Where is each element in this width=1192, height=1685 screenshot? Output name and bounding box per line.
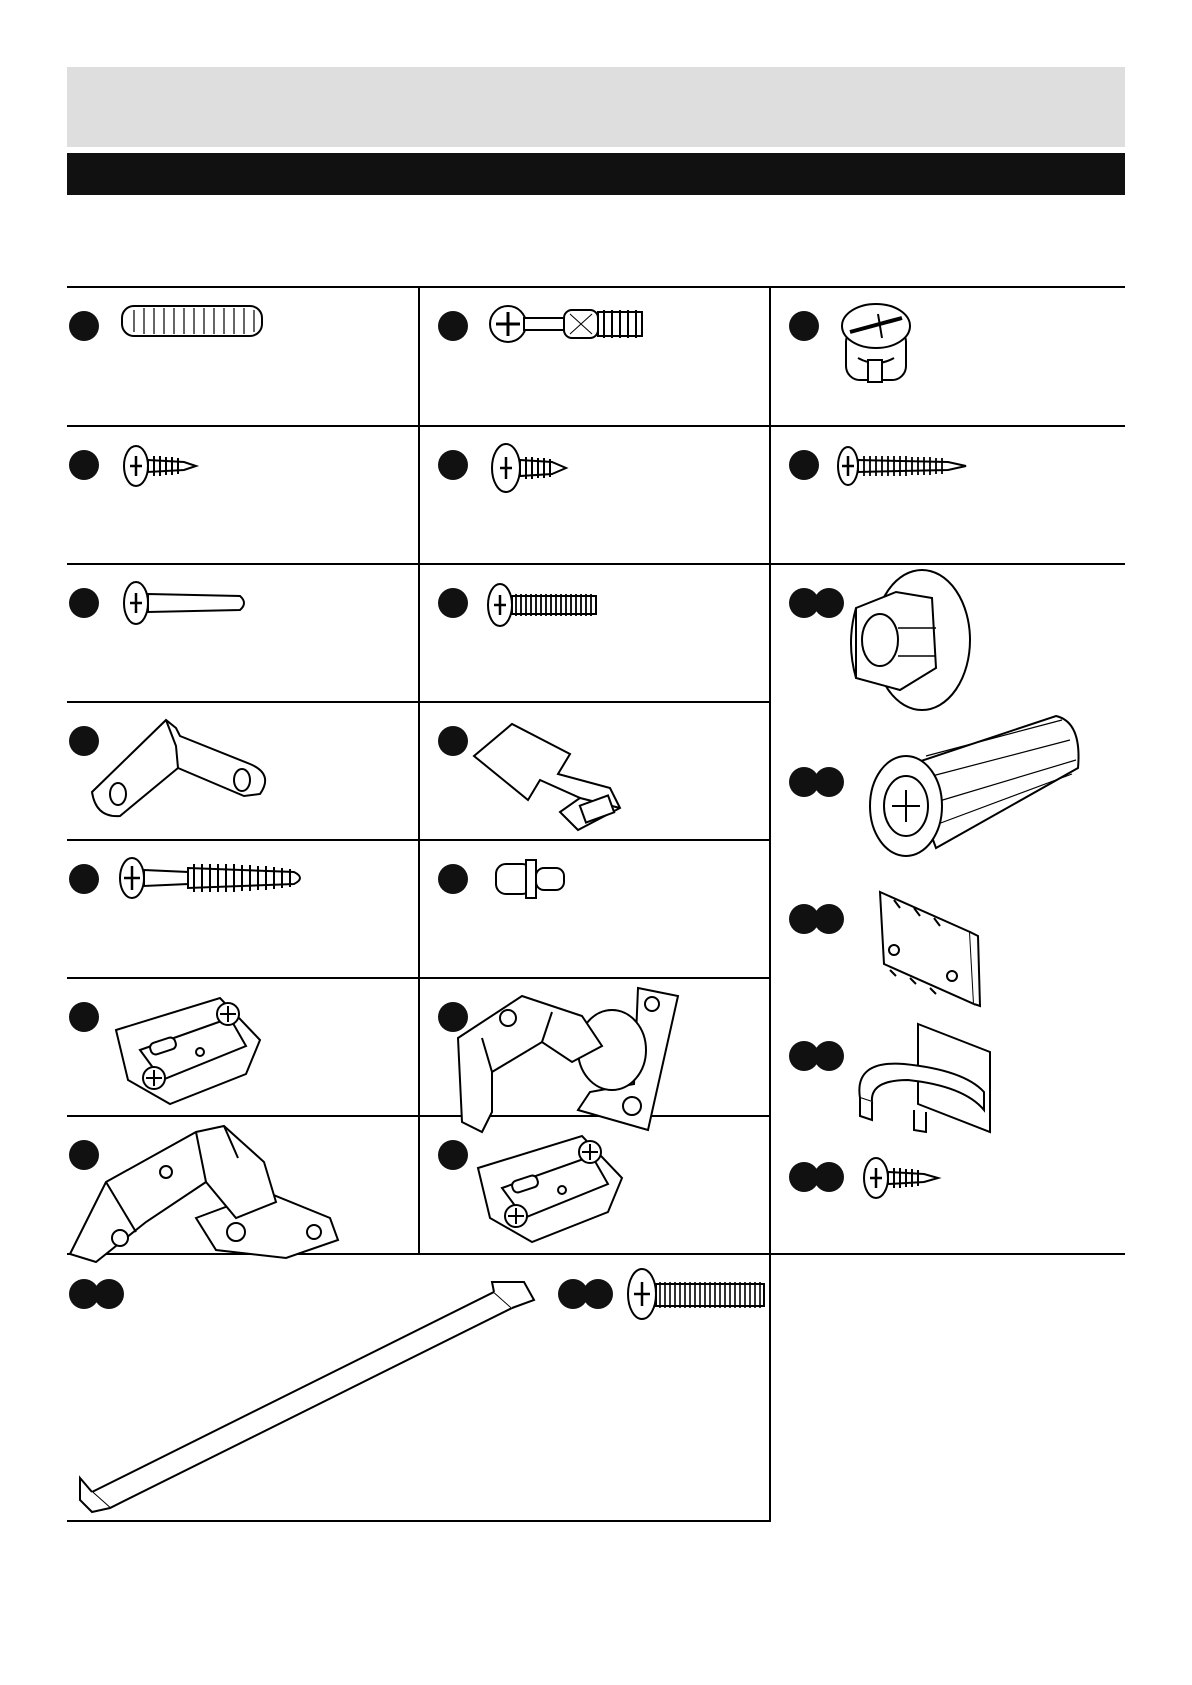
part-badge [69,864,99,894]
shelf-pin-icon [492,856,572,907]
part-badge [69,311,99,341]
machine-screw-icon [486,580,602,635]
part-badge [69,1002,99,1032]
part-badge [69,588,99,618]
grid-rule [418,286,420,1255]
part-badge [814,904,844,934]
long-screw-icon [836,444,970,493]
part-badge [69,450,99,480]
strap-icon [470,718,660,843]
part-badge [438,1140,468,1170]
short-screw-icon [122,442,202,497]
grid-rule [769,286,771,1522]
grid-rule [67,1520,771,1522]
part-badge [438,588,468,618]
clip-plate-icon [874,888,984,1013]
grid-rule [67,286,1125,288]
part-badge [789,450,819,480]
part-badge [789,311,819,341]
adjustable-leg-icon [866,712,1086,877]
grid-rule [67,425,1125,427]
handle-icon [76,1278,536,1519]
washer-head-screw-icon [490,440,570,501]
wood-screw-icon [118,856,308,907]
dowel-icon [118,300,268,349]
part-badge [438,311,468,341]
part-badge [583,1279,613,1309]
small-screw-icon [862,1154,942,1209]
part-badge [814,767,844,797]
l-bracket-icon [84,712,284,827]
cup-hinge-icon [66,1122,346,1269]
leg-socket-icon [836,568,976,723]
part-badge [814,1041,844,1071]
part-badge [438,450,468,480]
handle-bolt-icon [626,1266,770,1329]
part-badge [438,726,468,756]
plinth-clip-icon [854,1020,1004,1141]
hinge-plate-icon [472,1128,632,1253]
connector-pin-icon [122,578,252,633]
cup-hinge-icon [452,982,688,1143]
grid-rule [67,563,1125,565]
cam-bolt-icon [486,300,656,355]
part-badge [438,864,468,894]
hinge-plate-icon [110,990,270,1115]
part-badge [814,1162,844,1192]
cam-lock-icon [838,298,918,393]
